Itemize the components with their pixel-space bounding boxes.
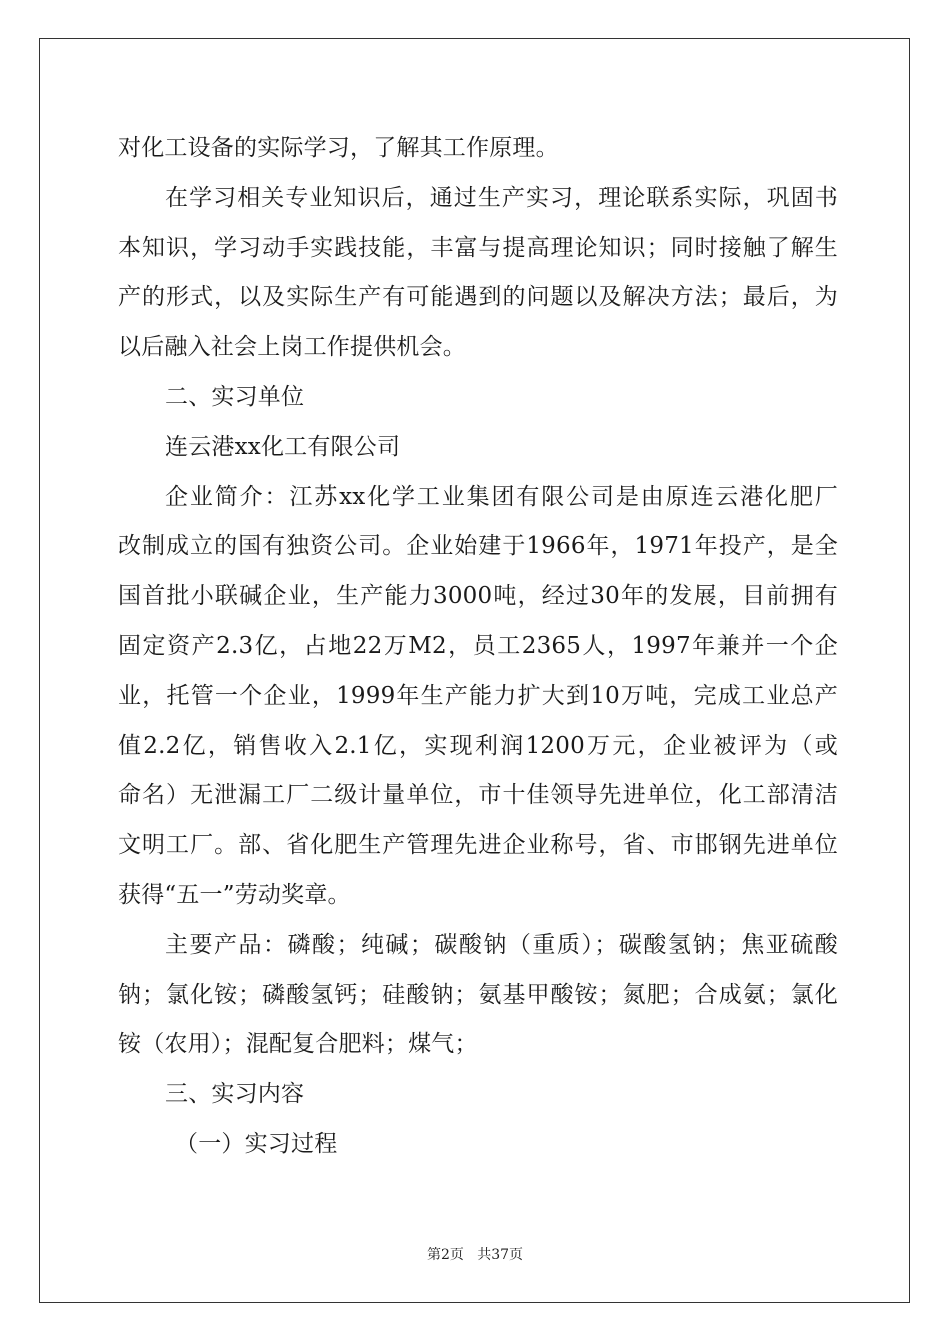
company-name: 连云港xx化工有限公司: [165, 433, 401, 460]
paragraph-line: 文明工厂。部、省化肥生产管理先进企业称号，省、市邯钢先进单位: [118, 832, 838, 859]
paragraph-line: 本知识，学习动手实践技能，丰富与提高理论知识；同时接触了解生: [118, 234, 838, 261]
paragraph-line: 产的形式，以及实际生产有可能遇到的问题以及解决方法；最后，为: [118, 284, 838, 311]
paragraph-line: 命名）无泄漏工厂二级计量单位，市十佳领导先进单位，化工部清洁: [118, 782, 838, 809]
paragraph-line: 以后融入社会上岗工作提供机会。: [118, 334, 466, 361]
paragraph-line: 获得“五一”劳动奖章。: [118, 881, 351, 908]
subsection-heading: （一）实习过程: [175, 1130, 338, 1157]
paragraph-line: 在学习相关专业知识后，通过生产实习，理论联系实际，巩固书: [165, 184, 838, 211]
paragraph-line: 企业简介：江苏xx化学工业集团有限公司是由原连云港化肥厂: [165, 483, 838, 510]
paragraph-line: 改制成立的国有独资公司。企业始建于1966年，1971年投产，是全: [118, 533, 838, 560]
section-heading: 二、实习单位: [165, 383, 305, 410]
paragraph-line: 值2.2亿，销售收入2.1亿，实现利润1200万元，企业被评为（或: [118, 732, 838, 759]
paragraph-line: 钠；氯化铵；磷酸氢钙；硅酸钠；氨基甲酸铵；氮肥；合成氨；氯化: [118, 981, 838, 1008]
paragraph-line: 固定资产2.3亿，占地22万M2，员工2365人，1997年兼并一个企: [118, 632, 838, 659]
paragraph-line: 主要产品：磷酸；纯碱；碳酸钠（重质）；碳酸氢钠；焦亚硫酸: [165, 931, 838, 958]
page-footer: 第2页 共37页: [426, 1247, 524, 1263]
section-heading: 三、实习内容: [165, 1081, 305, 1108]
paragraph-line: 铵（农用）；混配复合肥料；煤气；: [118, 1031, 478, 1058]
document-body: [118, 128, 838, 1174]
paragraph-line: 对化工设备的实际学习，了解其工作原理。: [118, 135, 559, 161]
paragraph-line: 业，托管一个企业，1999年生产能力扩大到10万吨，完成工业总产: [118, 682, 838, 709]
paragraph-line: 国首批小联碱企业，生产能力3000吨，经过30年的发展，目前拥有: [118, 583, 838, 610]
